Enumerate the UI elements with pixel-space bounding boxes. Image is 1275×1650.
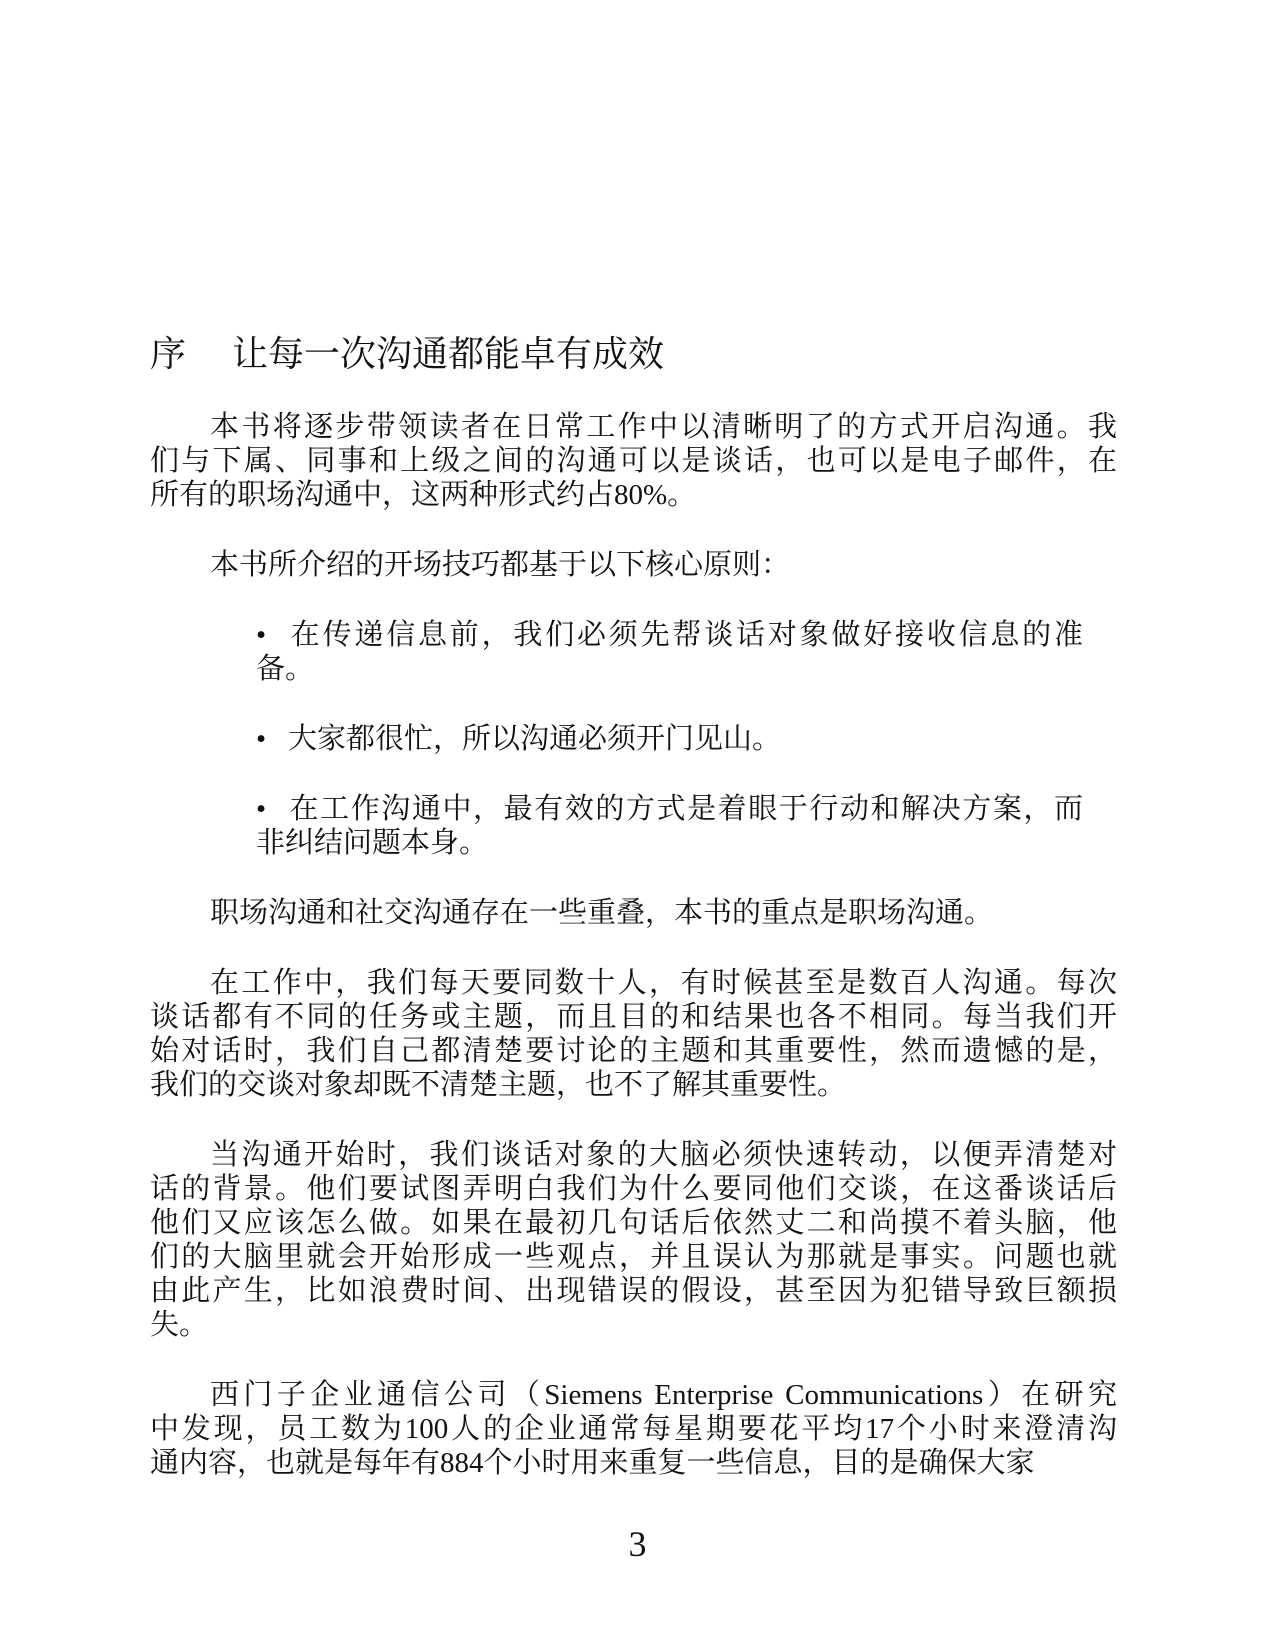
bullet-icon: • <box>256 723 267 755</box>
page-content <box>150 0 1117 1516</box>
bullet-line <box>256 722 1083 756</box>
bullet-item <box>256 618 1083 686</box>
paragraph <box>150 1138 1117 1342</box>
paragraph-line: 所有的职场沟通中，这两种形式约占80%。 <box>150 479 697 511</box>
bullet-line <box>256 618 1083 652</box>
bullet-line: 非纠结问题本身。 <box>256 827 489 859</box>
paragraph <box>150 548 1117 582</box>
paragraph <box>150 966 1117 1102</box>
paragraph-line: 在工作中，我们每天要同数十人，有时候甚至是数百人沟通。每次 <box>210 967 1117 999</box>
chapter-title-text: 让每一次沟通都能卓有成效 <box>232 334 665 374</box>
bullet-line <box>256 792 1083 826</box>
chapter-title-prefix: 序 <box>150 334 187 374</box>
chapter-title <box>150 331 1117 377</box>
bullet-icon: • <box>256 793 267 825</box>
paragraph-line: 始对话时，我们自己都清楚要讨论的主题和其重要性，然而遗憾的是， <box>150 1035 1117 1067</box>
bullet-line: 备。 <box>256 653 315 685</box>
bullet-item <box>256 792 1083 860</box>
bullet-icon: • <box>256 619 267 651</box>
paragraph-line: 职场沟通和社交沟通存在一些重叠，本书的重点是职场沟通。 <box>210 897 994 929</box>
bullet-text: 在工作沟通中，最有效的方式是着眼于行动和解决方案，而 <box>288 793 1083 825</box>
paragraph <box>150 1378 1117 1480</box>
bullet-text: 在传递信息前，我们必须先帮谈话对象做好接收信息的准 <box>288 619 1083 651</box>
paragraph-line: 谈话都有不同的任务或主题，而且目的和结果也各不相同。每当我们开 <box>150 1001 1117 1033</box>
paragraph-line: 当沟通开始时，我们谈话对象的大脑必须快速转动，以便弄清楚对 <box>210 1139 1117 1171</box>
paragraph-line: 本书将逐步带领读者在日常工作中以清晰明了的方式开启沟通。我 <box>210 411 1117 443</box>
paragraph-line: 我们的交谈对象却既不清楚主题，也不了解其重要性。 <box>150 1069 847 1101</box>
paragraph-line: 们的大脑里就会开始形成一些观点，并且误认为那就是事实。问题也就 <box>150 1241 1117 1273</box>
paragraph-line: 们与下属、同事和上级之间的沟通可以是谈话，也可以是电子邮件，在 <box>150 445 1117 477</box>
paragraph <box>150 410 1117 512</box>
bullet-item <box>256 722 1083 756</box>
paragraph-line: 通内容，也就是每年有884个小时用来重复一些信息，目的是确保大家 <box>150 1447 1035 1479</box>
page-number: 3 <box>628 1524 647 1564</box>
paragraph-line: 他们又应该怎么做。如果在最初几句话后依然丈二和尚摸不着头脑，他 <box>150 1207 1117 1239</box>
paragraph-line: 由此产生，比如浪费时间、出现错误的假设，甚至因为犯错导致巨额损 <box>150 1275 1117 1307</box>
paragraph-line: 话的背景。他们要试图弄明白我们为什么要同他们交谈，在这番谈话后 <box>150 1173 1117 1205</box>
paragraph-line: 西门子企业通信公司（Siemens Enterprise Communications）在研究 <box>210 1379 1117 1411</box>
paragraph-line: 本书所介绍的开场技巧都基于以下核心原则： <box>210 549 791 581</box>
paragraph <box>150 896 1117 930</box>
bullet-text: 大家都很忙，所以沟通必须开门见山。 <box>288 723 782 755</box>
paragraph-line: 中发现，员工数为100人的企业通常每星期要花平均17个小时来澄清沟 <box>150 1413 1117 1445</box>
paragraph-line: 失。 <box>150 1309 209 1341</box>
